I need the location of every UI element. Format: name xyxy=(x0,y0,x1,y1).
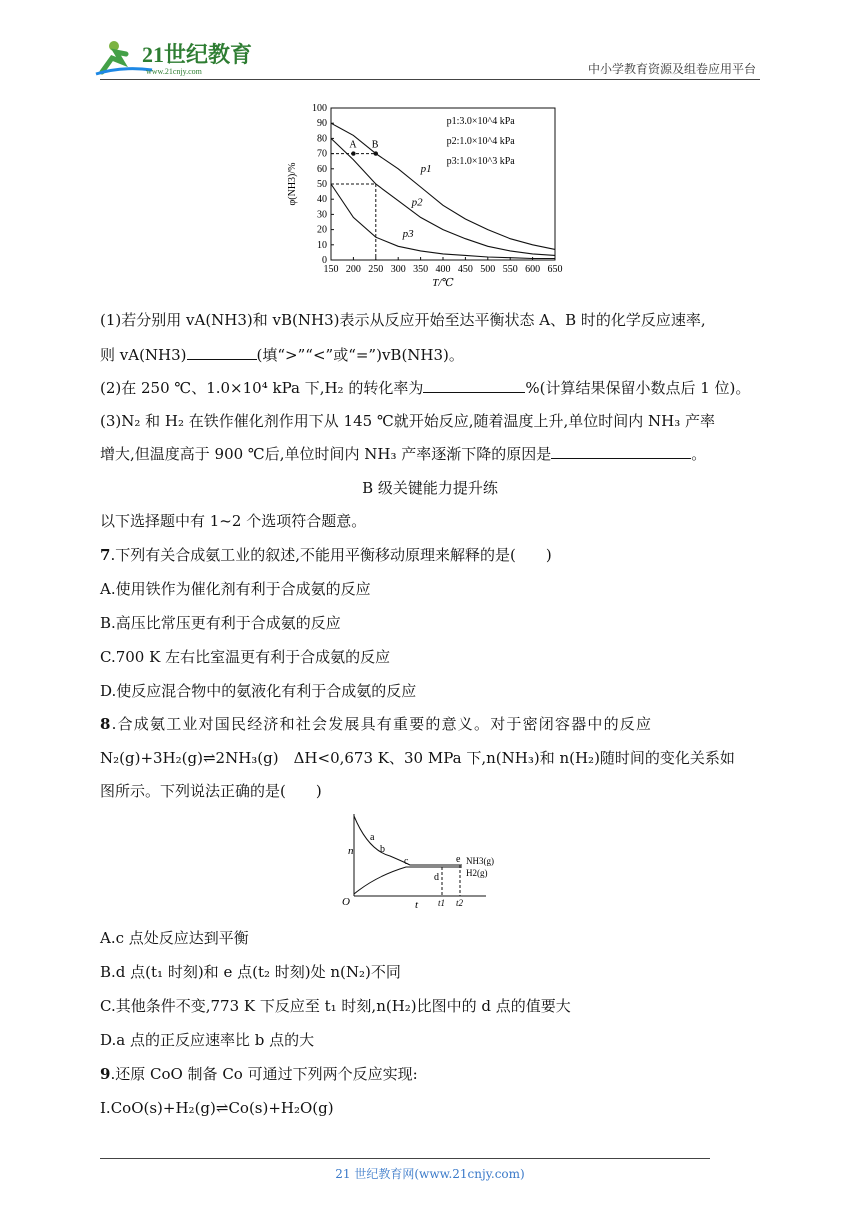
y-tick-label: 90 xyxy=(317,118,327,130)
plot-frame xyxy=(331,108,555,260)
chart-svg xyxy=(283,100,573,300)
q7-option-c[interactable]: C.700 K 左右比室温更有利于合成氨的反应 xyxy=(100,648,391,666)
y-tick-label: 40 xyxy=(317,194,327,206)
logo-url: www.21cnjy.com xyxy=(146,67,202,76)
y-tick-label: 30 xyxy=(317,209,327,221)
q9-number: 9 xyxy=(100,1065,111,1083)
curve-label-p2: p2 xyxy=(411,196,423,209)
y-tick-label: 0 xyxy=(322,255,327,266)
footer-divider xyxy=(100,1158,710,1159)
q7-stem xyxy=(100,545,552,565)
point-a-label: a xyxy=(370,832,375,843)
y-tick-label: 80 xyxy=(317,133,327,145)
site-logo[interactable] xyxy=(92,36,262,80)
point-b-label: b xyxy=(380,844,385,855)
q1-line2 xyxy=(100,345,464,365)
footer-text[interactable]: 21 世纪教育网(www.21cnjy.com) xyxy=(335,1167,525,1181)
x-tick-label: 600 xyxy=(525,264,541,275)
q7-stem-text: .下列有关合成氨工业的叙述,不能用平衡移动原理来解释的是( ) xyxy=(110,546,552,564)
curve-label-p1: p1 xyxy=(420,162,432,175)
curve-label-p3: p3 xyxy=(402,228,414,241)
q8-stem-line1 xyxy=(100,714,652,734)
t2-label: t2 xyxy=(456,898,464,908)
x-tick-label: 400 xyxy=(435,264,451,275)
series-line-p2 xyxy=(331,138,555,255)
q8-option-b[interactable]: B.d 点(t₁ 时刻)和 e 点(t₂ 时刻)处 n(N₂)不同 xyxy=(100,963,401,981)
legend-entry: p3:1.0×10^3 kPa xyxy=(446,156,515,167)
x-tick-label: 150 xyxy=(323,264,339,275)
q7-option-a[interactable]: A.使用铁作为催化剂有利于合成氨的反应 xyxy=(100,580,371,598)
q1-line2-b: (填“>”“<”或“=”)vB(NH3)。 xyxy=(256,346,464,364)
nh3-curve xyxy=(354,867,462,894)
series-line-p3 xyxy=(331,184,555,259)
n-t-svg xyxy=(320,810,505,910)
header-platform-text: 中小学教育资源及组卷应用平台 xyxy=(587,62,756,76)
legend-entry: p1:3.0×10^4 kPa xyxy=(446,116,515,127)
y-axis-label: φ(NH3)/% xyxy=(287,162,298,206)
q7-option-b[interactable]: B.高压比常压更有利于合成氨的反应 xyxy=(100,614,341,632)
q2-b: %(计算结果保留小数点后 1 位)。 xyxy=(525,379,751,397)
q8-option-d[interactable]: D.a 点的正反应速率比 b 点的大 xyxy=(100,1031,315,1049)
point-c-label: c xyxy=(404,856,409,867)
y-tick-label: 20 xyxy=(317,224,327,236)
t1-label: t1 xyxy=(438,898,446,908)
series-line-p1 xyxy=(331,123,555,249)
q9-reaction1: Ⅰ.CoO(s)+H₂(g)⇌Co(s)+H₂O(g) xyxy=(100,1099,334,1117)
q8-stem-text1: .合成氨工业对国民经济和社会发展具有重要的意义。对于密闭容器中的反应 xyxy=(111,715,653,733)
section-intro: 以下选择题中有 1~2 个选项符合题意。 xyxy=(100,512,367,530)
q8-option-a[interactable]: A.c 点处反应达到平衡 xyxy=(100,929,249,947)
q2-answer-blank[interactable] xyxy=(423,378,525,393)
x-axis-label: T/℃ xyxy=(432,277,454,289)
q2-a: (2)在 250 ℃、1.0×10⁴ kPa 下,H₂ 的转化率为 xyxy=(100,379,424,397)
x-tick-label: 550 xyxy=(502,264,518,275)
q1-line2-a: 则 vA(NH3) xyxy=(100,346,187,364)
point-e-label: e xyxy=(456,854,461,865)
q7-option-d[interactable]: D.使反应混合物中的氨液化有利于合成氨的反应 xyxy=(100,682,417,700)
series-h2-label: H2(g) xyxy=(466,868,488,878)
x-tick-label: 200 xyxy=(345,264,361,275)
q8-stem-line2: N₂(g)+3H₂(g)⇌2NH₃(g) ΔH<0,673 K、30 MPa 下,n(NH₃)和 n(H₂)随时间的变化关系如 xyxy=(100,749,735,767)
legend-entry: p2:1.0×10^4 kPa xyxy=(446,136,515,147)
x-tick-label: 300 xyxy=(390,264,406,275)
point-A xyxy=(351,151,355,155)
q3-answer-blank[interactable] xyxy=(551,444,691,459)
y-tick-label: 70 xyxy=(317,148,327,160)
x-tick-label: 450 xyxy=(457,264,473,275)
n-axis-label: n xyxy=(348,845,354,857)
q8-option-c[interactable]: C.其他条件不变,773 K 下反应至 t₁ 时刻,n(H₂)比图中的 d 点的值要大 xyxy=(100,997,571,1015)
point-d-label: d xyxy=(434,872,439,883)
y-tick-label: 10 xyxy=(317,239,327,251)
q7-number: 7 xyxy=(100,546,111,564)
n-vs-t-figure xyxy=(320,810,505,910)
q8-stem-line3: 图所示。下列说法正确的是( ) xyxy=(100,782,322,800)
logo-graphic xyxy=(92,36,262,80)
q3-line1: (3)N₂ 和 H₂ 在铁作催化剂作用下从 145 ℃就开始反应,随着温度上升,单位时间内 NH₃ 产率 xyxy=(100,412,716,430)
series-nh3-label: NH3(g) xyxy=(466,856,494,866)
q3-line2 xyxy=(100,444,706,464)
logo-text: 21世纪教育 xyxy=(142,42,253,67)
point-label-A: A xyxy=(349,139,357,151)
nh3-fraction-chart xyxy=(283,100,573,300)
y-tick-label: 100 xyxy=(312,103,327,114)
q2-line xyxy=(100,378,750,398)
point-label-B: B xyxy=(371,139,379,151)
y-tick-label: 60 xyxy=(317,163,327,175)
q8-number: 8 xyxy=(100,715,112,733)
x-tick-label: 500 xyxy=(480,264,496,275)
t-axis-label: t xyxy=(415,899,419,910)
x-tick-label: 250 xyxy=(368,264,384,275)
point-B xyxy=(374,151,378,155)
header-divider xyxy=(100,79,760,80)
q9-stem xyxy=(100,1064,418,1084)
q1-line1: (1)若分别用 vA(NH3)和 vB(NH3)表示从反应开始至达平衡状态 A、B 时的化学反应速率, xyxy=(100,311,706,329)
q1-answer-blank[interactable] xyxy=(187,345,257,360)
y-tick-label: 50 xyxy=(317,179,327,190)
q3-line2-b: 。 xyxy=(691,445,707,463)
q3-line2-a: 增大,但温度高于 900 ℃后,单位时间内 NH₃ 产率逐渐下降的原因是 xyxy=(100,445,552,463)
q9-stem-text: .还原 CoO 制备 Co 可通过下列两个反应实现: xyxy=(110,1065,418,1083)
section-title: B 级关键能力提升练 xyxy=(362,479,498,497)
x-tick-label: 650 xyxy=(547,264,563,275)
x-tick-label: 350 xyxy=(413,264,429,275)
origin-label: O xyxy=(342,896,350,908)
